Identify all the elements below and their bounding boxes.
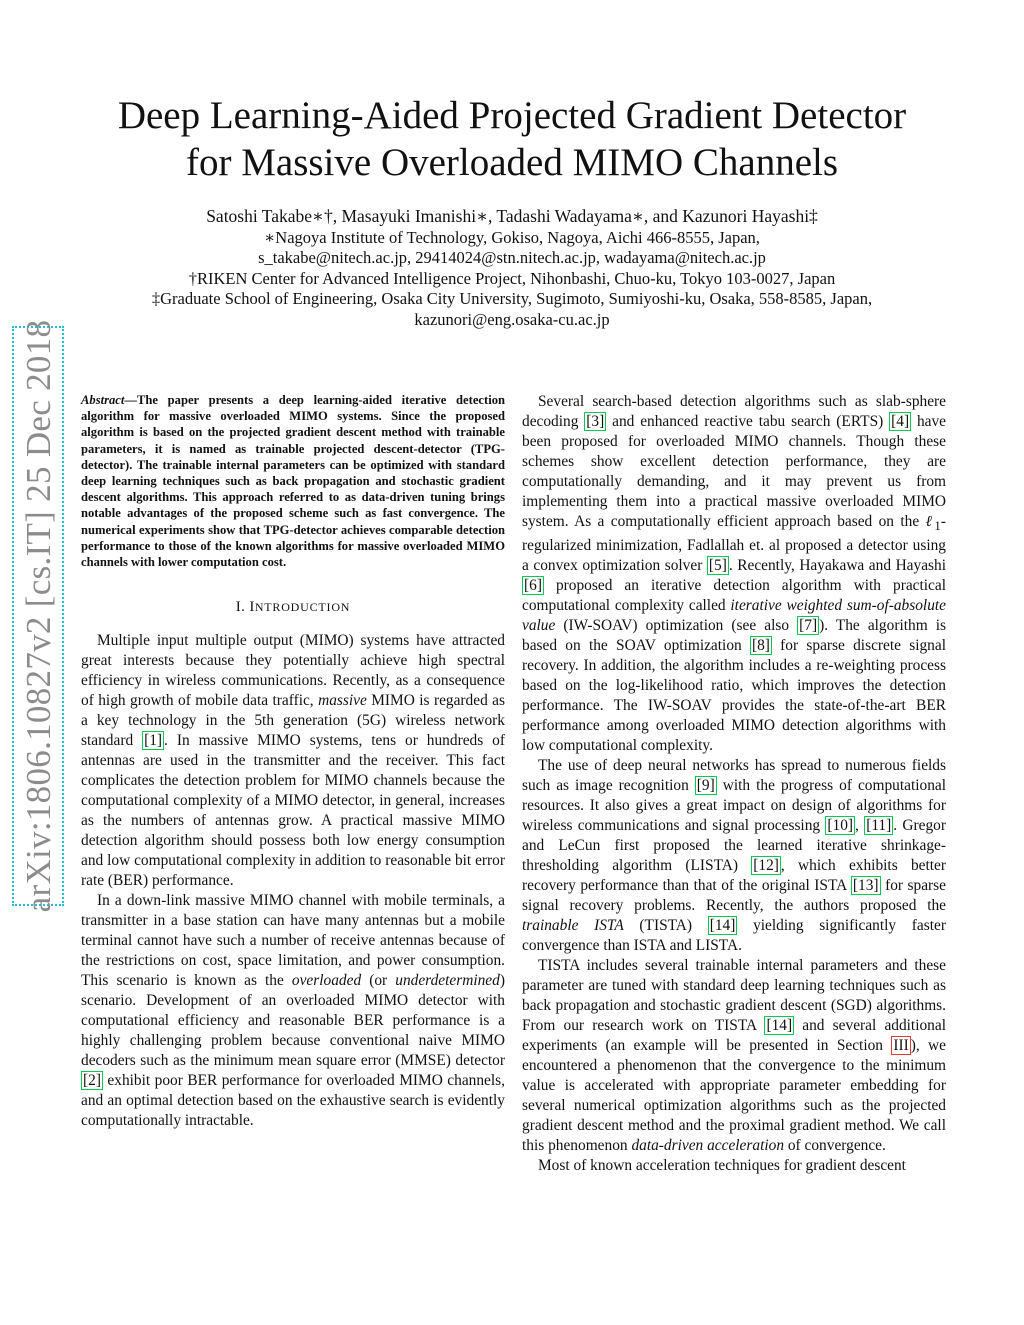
right-column: [522, 392, 946, 1176]
citation-link[interactable]: [10]: [827, 817, 854, 835]
intro-paragraph-1: Multiple input multiple output (MIMO) systems have attracted great interests because they potentially achieve high spectral efficiency in wireless communications. Recently, as a consequence of high growth of mobile data traffic, massive MIMO is regarded as a key technology in the 5th generation (5G) wireless network standard [1] . In massive MIMO systems, tens or hundreds of antennas are used in the transmitter and the receiver. This fact complicates the detection problem for MIMO channels because the computational complexity of a MIMO detector, in general, increases as the numbers of antennas grow. A practical massive MIMO detection algorithm should possess both low energy consumption and low computational complexity in addition to reasonable bit error rate (BER) performance.: [81, 632, 506, 890]
section-reference-link[interactable]: III: [893, 1037, 909, 1055]
abstract-text: —The paper presents a deep learning-aided iterative detection algorithm for massive overloaded MIMO systems. Since the proposed algorithm is based on the projected gradient descent method with trainable parameters, it is named as trainable projected descent-detector (TPG-detector). The trainable internal parameters can be optimized with standard deep learning techniques such as back propagation and stochastic gradient descent algorithms. This approach referred to as data-driven tuning brings notable advantages of the proposed scheme such as fast convergence. The numerical experiments show that TPG-detector achieves comparable detection performance to those of the known algorithms for massive overloaded MIMO channels with lower computation cost.: [81, 393, 505, 570]
intro-paragraph-3: Several search-based detection algorithms such as slab-sphere decoding [3] and enhanced reactive tabu search (ERTS) [4] have been proposed for overloaded MIMO channels. Though these schemes show excellent detection performance, they are computationally demanding, and it may prevent us from implementing them into a practical massive overloaded MIMO system. As a computationally efficient approach based on the ℓ$_1$-regularized minimization, Fadlallah et. al proposed a detector using a convex optimization solver [5] . Recently, Hayakawa and Hayashi [6] proposed an iterative detection algorithm with practical computational complexity called iterative weighted sum-of-absolute value (IW-SOAV) optimization (see also [7] ). The algorithm is based on the SOAV optimization [8] for sparse discrete signal recovery. In addition, the algorithm includes a re-weighting process based on the log-likelihood ratio, which improves the detection performance. The IW-SOAV provides the state-of-the-art BER performance among overloaded MIMO detection algorithms with low computational complexity.: [522, 393, 947, 755]
citation-link[interactable]: [14]: [709, 917, 736, 935]
citation-link[interactable]: [2]: [83, 1072, 101, 1090]
section-number: I.: [235, 599, 250, 616]
abstract-label: Abstract: [81, 393, 125, 407]
left-column: [81, 392, 505, 1131]
title-line-2: for Massive Overloaded MIMO Channels: [185, 141, 839, 184]
citation-link[interactable]: [7]: [799, 617, 818, 635]
citation-link[interactable]: [5]: [708, 557, 727, 575]
abstract: [81, 392, 505, 570]
title-line-1: Deep Learning-Aided Projected Gradient Detector: [117, 94, 907, 137]
citation-link[interactable]: [14]: [766, 1017, 793, 1035]
citation-link[interactable]: [11]: [866, 817, 892, 835]
arxiv-identifier: arXiv:1806.10827v2 [cs.IT] 25 Dec 2018: [19, 319, 58, 913]
citation-link[interactable]: [4]: [891, 413, 910, 430]
section-initial: I: [249, 599, 255, 616]
author-names: Satoshi Takabe∗†, Masayuki Imanishi∗, Tadashi Wadayama∗, and Kazunori Hayashi‡: [206, 206, 818, 226]
citation-link[interactable]: [13]: [852, 877, 879, 895]
affiliation-riken: †RIKEN Center for Advanced Intelligence Project, Nihonbashi, Chuo-ku, Tokyo 103-0027, Japan: [188, 268, 836, 288]
section-title-rest: NTRODUCTION: [254, 600, 351, 615]
intro-paragraph-4: The use of deep neural networks has spread to numerous fields such as image recognition [9] with the progress of computational resources. It also gives a great impact on design of algorithms for wireless communications and signal processing [10] , [11] . Gregor and LeCun first proposed the learned iterative shrinkage-thresholding algorithm (LISTA) [12] , which exhibits better recovery performance than that of the original ISTA [13] for sparse signal recovery problems. Recently, the authors proposed the trainable ISTA (TISTA) [14] yielding significantly faster convergence than ISTA and LISTA.: [522, 757, 946, 955]
citation-link[interactable]: [9]: [696, 777, 715, 795]
emails-osaka: kazunori@eng.osaka-cu.ac.jp: [414, 309, 610, 329]
affiliation-nagoya: ∗Nagoya Institute of Technology, Gokiso, Nagoya, Aichi 466-8555, Japan,: [264, 227, 760, 247]
citation-link[interactable]: [8]: [751, 637, 770, 655]
intro-paragraph-6: Most of known acceleration techniques for gradient descent: [538, 1157, 906, 1175]
intro-paragraph-5: TISTA includes several trainable internal parameters and these parameter are tuned with standard deep learning techniques such as back propagation and stochastic gradient descent (SGD) algorithms. From our research work on TISTA [14] and several additional experiments (an example will be presented in Section III ), we encountered a phenomenon that the convergence to the minimum value is accelerated with appropriate parameter embedding for several numerical optimization algorithms such as the projected gradient descent method and the proximal gradient method. We call this phenomenon data-driven acceleration of convergence.: [522, 957, 946, 1155]
author-block: [90, 206, 934, 331]
affiliation-osaka: ‡Graduate School of Engineering, Osaka City University, Sugimoto, Sumiyoshi-ku, Osaka, 558-8585, Japan,: [151, 289, 873, 309]
section-heading-introduction: [81, 597, 505, 617]
citation-link[interactable]: [6]: [524, 577, 542, 595]
intro-paragraph-2: In a down-link massive MIMO channel with mobile terminals, a transmitter in a base station can have many antennas but a mobile terminal cannot have such a number of receive antennas because of the restrictions on cost, space limitation, and power consumption. This scenario is known as the overloaded (or underdetermined) scenario. Development of an overloaded MIMO detector with computational efficiency and reasonable BER performance is a highly challenging problem because conventional naive MIMO decoders such as the minimum mean square error (MMSE) detector [2] exhibit poor BER performance for overloaded MIMO channels, and an optimal detection based on the exhaustive search is evidently computationally intractable.: [81, 892, 505, 1130]
citation-link[interactable]: [1]: [144, 732, 163, 750]
citation-link[interactable]: [12]: [753, 857, 779, 875]
ell-symbol: ℓ: [925, 513, 935, 530]
paper-title: [60, 92, 964, 186]
emails-nagoya: s_takabe@nitech.ac.jp, 29414024@stn.nitech.ac.jp, wadayama@nitech.ac.jp: [258, 248, 766, 268]
citation-link[interactable]: [3]: [586, 413, 605, 430]
